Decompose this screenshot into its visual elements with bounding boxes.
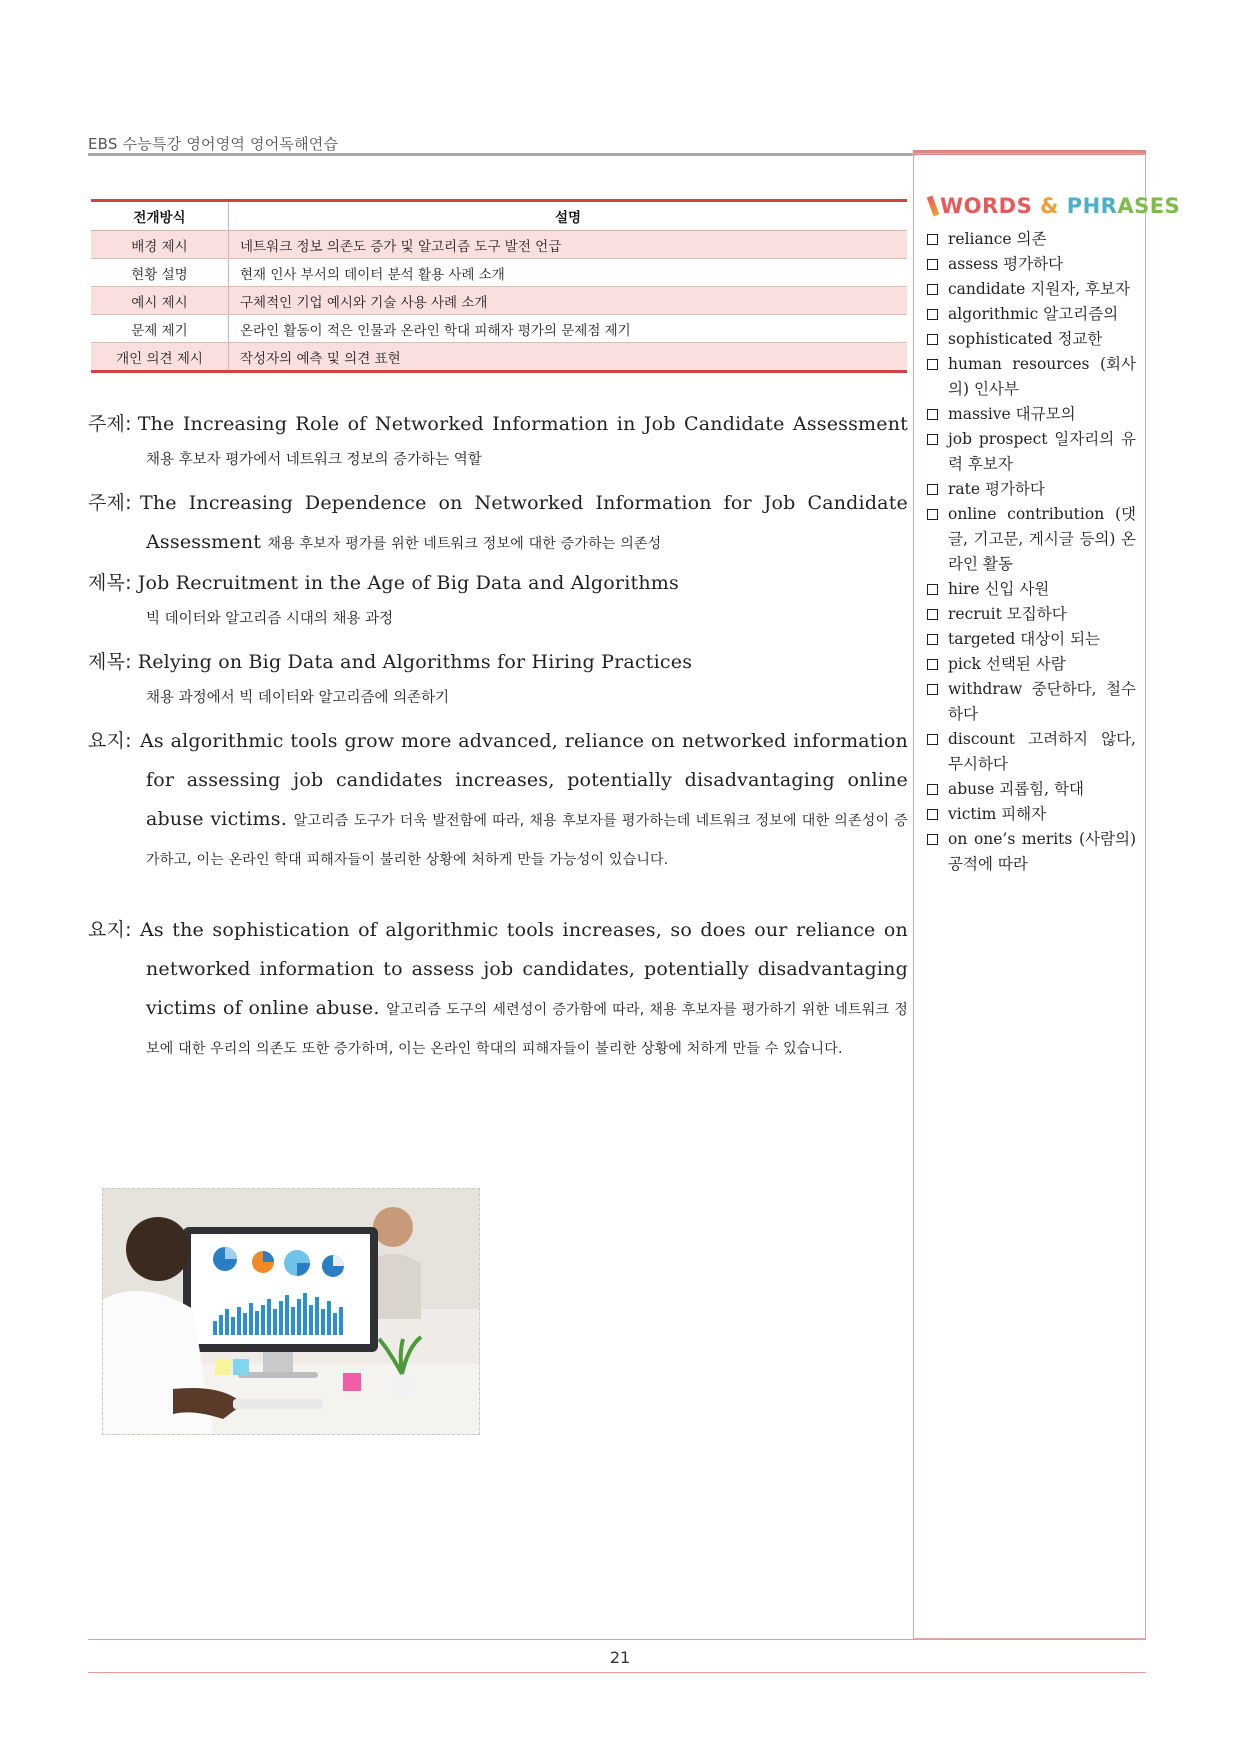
checkbox-icon <box>927 659 938 670</box>
header-title: EBS 수능특강 영어영역 영어독해연습 <box>88 135 339 153</box>
entry-korean: 빅 데이터와 알고리즘 시대의 채용 과정 <box>146 611 394 627</box>
topic-entry <box>88 484 908 564</box>
column-header-description: 설명 <box>229 201 908 231</box>
gist-entry <box>88 911 908 1067</box>
header-divider <box>88 153 915 156</box>
checkbox-icon <box>927 734 938 745</box>
vocab-item: pick 선택된 사람 <box>926 652 1136 677</box>
vocab-item: rate 평가하다 <box>926 477 1136 502</box>
entry-label: 주제: <box>88 413 132 435</box>
checkbox-icon <box>927 484 938 495</box>
checkbox-icon <box>927 509 938 520</box>
checkbox-icon <box>927 684 938 695</box>
table-row <box>91 343 907 372</box>
checkbox-icon <box>927 334 938 345</box>
vocab-item: online contribution (댓글, 기고문, 게시글 등의) 온라인 활동 <box>926 502 1136 577</box>
vocab-item: targeted 대상이 되는 <box>926 627 1136 652</box>
gist-entry <box>88 722 908 878</box>
table-header-row <box>91 201 907 231</box>
vocab-item: candidate 지원자, 후보자 <box>926 277 1136 302</box>
entry-korean: 채용 후보자 평가를 위한 네트워크 정보에 대한 증가하는 의존성 <box>267 536 662 552</box>
table-row <box>91 287 907 315</box>
vocab-item: victim 피해자 <box>926 802 1136 827</box>
checkbox-icon <box>927 409 938 420</box>
title-entry <box>88 564 908 635</box>
column-header-method: 전개방식 <box>91 201 229 231</box>
description-cell: 작성자의 예측 및 의견 표현 <box>229 343 908 372</box>
entry-label: 제목: <box>88 651 132 673</box>
checkbox-icon <box>927 634 938 645</box>
table-row <box>91 231 907 259</box>
checkbox-icon <box>927 359 938 370</box>
table-row <box>91 315 907 343</box>
entry-english: As algorithmic tools grow more advanced, reliance on networked information for assessing job candidates increases, potentially disadvantaging online abuse victims. <box>140 730 908 830</box>
title-part-words: WORDS <box>940 194 1033 218</box>
checkbox-icon <box>927 434 938 445</box>
method-cell: 배경 제시 <box>91 231 229 259</box>
checkbox-icon <box>927 784 938 795</box>
topic-entry <box>88 405 908 476</box>
checkbox-icon <box>927 309 938 320</box>
footer-divider-top <box>88 1639 1146 1640</box>
vocab-item: massive 대규모의 <box>926 402 1136 427</box>
table-row <box>91 259 907 287</box>
entry-english: As the sophistication of algorithmic tools increases, so does our reliance on networked information to assess job candidates, potentially disadvantaging victims of online abuse. <box>140 919 908 1019</box>
entry-korean: 채용 과정에서 빅 데이터와 알고리즘에 의존하기 <box>146 690 450 706</box>
description-cell: 네트워크 정보 의존도 증가 및 알고리즘 도구 발전 언급 <box>229 231 908 259</box>
checkbox-icon <box>927 834 938 845</box>
entry-english: Job Recruitment in the Age of Big Data and Algorithms <box>137 572 679 594</box>
vocab-item: assess 평가하다 <box>926 252 1136 277</box>
title-part-amp: & <box>1032 194 1067 218</box>
method-cell: 예시 제시 <box>91 287 229 315</box>
entry-english: The Increasing Dependence on Networked Information for Job Candidate Assessment <box>140 492 908 553</box>
vocab-item: job prospect 일자리의 유력 후보자 <box>926 427 1136 477</box>
vocab-item: algorithmic 알고리즘의 <box>926 302 1136 327</box>
entry-korean: 알고리즘 도구의 세련성이 증가함에 따라, 채용 후보자를 평가하기 위한 네트워크 정보에 대한 우리의 의존도 또한 증가하며, 이는 온라인 학대의 피해자들이 불리한 상황에 처하게 만들 수 있습니다. <box>146 1002 908 1057</box>
vocab-item: abuse 괴롭힘, 학대 <box>926 777 1136 802</box>
method-cell: 개인 의견 제시 <box>91 343 229 372</box>
vocab-item: sophisticated 정교한 <box>926 327 1136 352</box>
title-part-ases: ASES <box>1117 194 1181 218</box>
words-phrases-title <box>930 194 1180 218</box>
vocab-item: reliance 의존 <box>926 227 1136 252</box>
checkbox-icon <box>927 609 938 620</box>
description-cell: 현재 인사 부서의 데이터 분석 활용 사례 소개 <box>229 259 908 287</box>
title-part-phr: PHR <box>1066 194 1118 218</box>
photo-illustration-icon <box>103 1189 479 1434</box>
checkbox-icon <box>927 259 938 270</box>
entry-korean: 채용 후보자 평가에서 네트워크 정보의 증가하는 역할 <box>146 452 482 468</box>
vocab-item: recruit 모집하다 <box>926 602 1136 627</box>
office-worker-dashboard-photo <box>102 1188 480 1435</box>
page-number: 21 <box>609 1648 631 1667</box>
vocab-item: hire 신입 사원 <box>926 577 1136 602</box>
footer-divider-bottom <box>88 1672 1146 1673</box>
structure-table <box>91 199 907 373</box>
vocab-item: on one’s merits (사람의) 공적에 따라 <box>926 827 1136 877</box>
vocab-list <box>926 227 1136 877</box>
entry-label: 제목: <box>88 572 132 594</box>
method-cell: 현황 설명 <box>91 259 229 287</box>
entry-label: 요지: <box>88 919 132 941</box>
entry-label: 요지: <box>88 730 132 752</box>
title-entry <box>88 643 908 714</box>
checkbox-icon <box>927 234 938 245</box>
checkbox-icon <box>927 584 938 595</box>
entry-korean: 알고리즘 도구가 더욱 발전함에 따라, 채용 후보자를 평가하는데 네트워크 정보에 대한 의존성이 증가하고, 이는 온라인 학대 피해자들이 불리한 상황에 처하게 만들 가능성이 있습니다. <box>146 813 908 868</box>
entry-label: 주제: <box>88 492 132 514</box>
description-cell: 온라인 활동이 적은 인물과 온라인 학대 피해자 평가의 문제점 제기 <box>229 315 908 343</box>
method-cell: 문제 제기 <box>91 315 229 343</box>
checkbox-icon <box>927 284 938 295</box>
vocab-item: withdraw 중단하다, 철수하다 <box>926 677 1136 727</box>
checkbox-icon <box>927 809 938 820</box>
vocab-item: human resources (회사의) 인사부 <box>926 352 1136 402</box>
vocab-item: discount 고려하지 않다, 무시하다 <box>926 727 1136 777</box>
description-cell: 구체적인 기업 예시와 기술 사용 사례 소개 <box>229 287 908 315</box>
entry-english: Relying on Big Data and Algorithms for Hiring Practices <box>137 651 693 673</box>
entry-english: The Increasing Role of Networked Information in Job Candidate Assessment <box>137 413 908 435</box>
